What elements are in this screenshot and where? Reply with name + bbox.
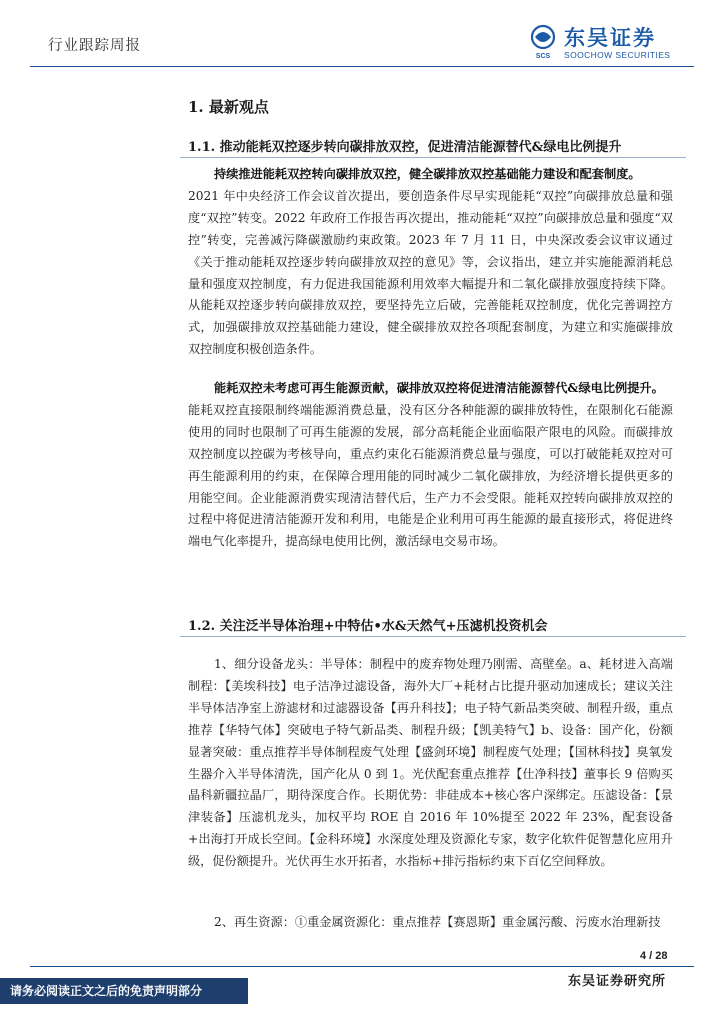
paragraph-2-body: 能耗双控直接限制终端能源消费总量，没有区分各种能源的碳排放特性，在限制化石能源使用的同时也限制了可再生能源的发展，部分高耗能企业面临限产限电的风险。而碳排放双控制度以控碳为考核导向，重点约束化石能源消费总量与强度，可以打破能耗双控对可再生能源利用的约束，在保障合理用能的同时减少二氧化碳排放，为经济增长提供更多的用能空间。企业能源消费实现清洁替代后，生产力不会受限。能耗双控转向碳排放双控的过程中将促进清洁能源开发和利用，电能是企业利用可再生能源的最直接形式，将促进终端电气化率提升，提高绿电使用比例，激活绿电交易市场。 [188,402,673,549]
section-1-1-paragraph-1 [188,164,673,361]
footer-divider [30,966,694,967]
section-1-1-heading: 1.1. 推动能耗双控逐步转向碳排放双控，促进清洁能源替代&绿电比例提升 [188,140,622,155]
section-1-1-paragraph-2 [188,378,673,553]
soochow-logo-icon [528,24,558,60]
section-1-2-paragraph-2: 2、再生资源：①重金属资源化：重点推荐【赛恩斯】重金属污酸、污废水治理新技 [214,915,661,929]
logo-en-text: SOOCHOW SECURITIES [564,50,671,60]
section-1-2-paragraph-1: 1、细分设备龙头：半导体：制程中的废弃物处理乃刚需、高壁垒。a、耗材进入高端制程：【美埃科技】电子洁净过滤设备，海外大厂+耗材占比提升驱动加速成长；建议关注半导体洁净室上游滤材和过滤器设备【再升科技】；电子特气新品类突破、制程升级，重点推荐【华特气体】突破电子特气新品类、制程升级；【凯美特气】b、设备：国产化，份额显著突破：重点推荐半导体制程废气处理【盛剑环境】制程废气处理；【国林科技】臭氧发生器介入半导体清洗，国产化从 0 到 1。光伏配套重点推荐【仕净科技】董事长 9 倍购买晶科新疆拉晶厂，期待深度合作。长期优势：非硅成本+核心客户深绑定。压滤设备：【景津装备】压滤机龙头，加权平均 ROE 自 2016 年 10%提至 2022 年 23%，配套设备+出海打开成长空间。【金科环境】水深度处理及资源化专家，数字化软件促智慧化应用升级，促份额提升。光伏再生水开拓者，水指标+排污指标约束下百亿空间释放。 [188,657,673,869]
section-1-2-heading: 1.2. 关注泛半导体治理+中特估•水&天然气+压滤机投资机会 [188,619,548,634]
disclaimer-banner: 请务必阅读正文之后的免责声明部分 [0,978,248,1004]
paragraph-2-lead: 能耗双控未考虑可再生能源贡献，碳排放双控将促进清洁能源替代&绿电比例提升。 [214,381,664,395]
page-number: 4 / 28 [640,950,668,962]
company-logo [528,22,688,66]
paragraph-1-body: 2021 年中央经济工作会议首次提出，要创造条件尽早实现能耗“双控”向碳排放总量和强度“双控”转变。2022 年政府工作报告再次提出，推动能耗“双控”向碳排放总量和强度“双控”转变，完善减污降碳激励约束政策。2023 年 7 月 11 日，中央深改委会议审议通过《关于推动能耗双控逐步转向碳排放双控的意见》等，会议指出，建立并实施能源消耗总量和强度双控制度，有力促进我国能源利用效率大幅提升和二氧化碳排放强度持续下降。从能耗双控逐步转向碳排放双控，要坚持先立后破，完善能耗双控制度，优化完善调控方式，加强碳排放双控基础能力建设，健全碳排放双控各项配套制度，为建立和实施碳排放双控制度积极创造条件。 [188,188,673,357]
logo-cn-text: 东吴证券 [564,26,656,50]
logo-mark-text: SCS [535,53,551,60]
section-1-2-underline [180,636,686,637]
paragraph-1-lead: 持续推进能耗双控转向碳排放双控，健全碳排放双控基础能力建设和配套制度。 [214,167,641,181]
report-type-label: 行业跟踪周报 [48,38,141,54]
header-divider [30,66,694,67]
institute-name: 东吴证券研究所 [568,974,667,989]
section-1-heading: 1. 最新观点 [188,98,269,116]
section-1-1-underline [180,157,686,158]
